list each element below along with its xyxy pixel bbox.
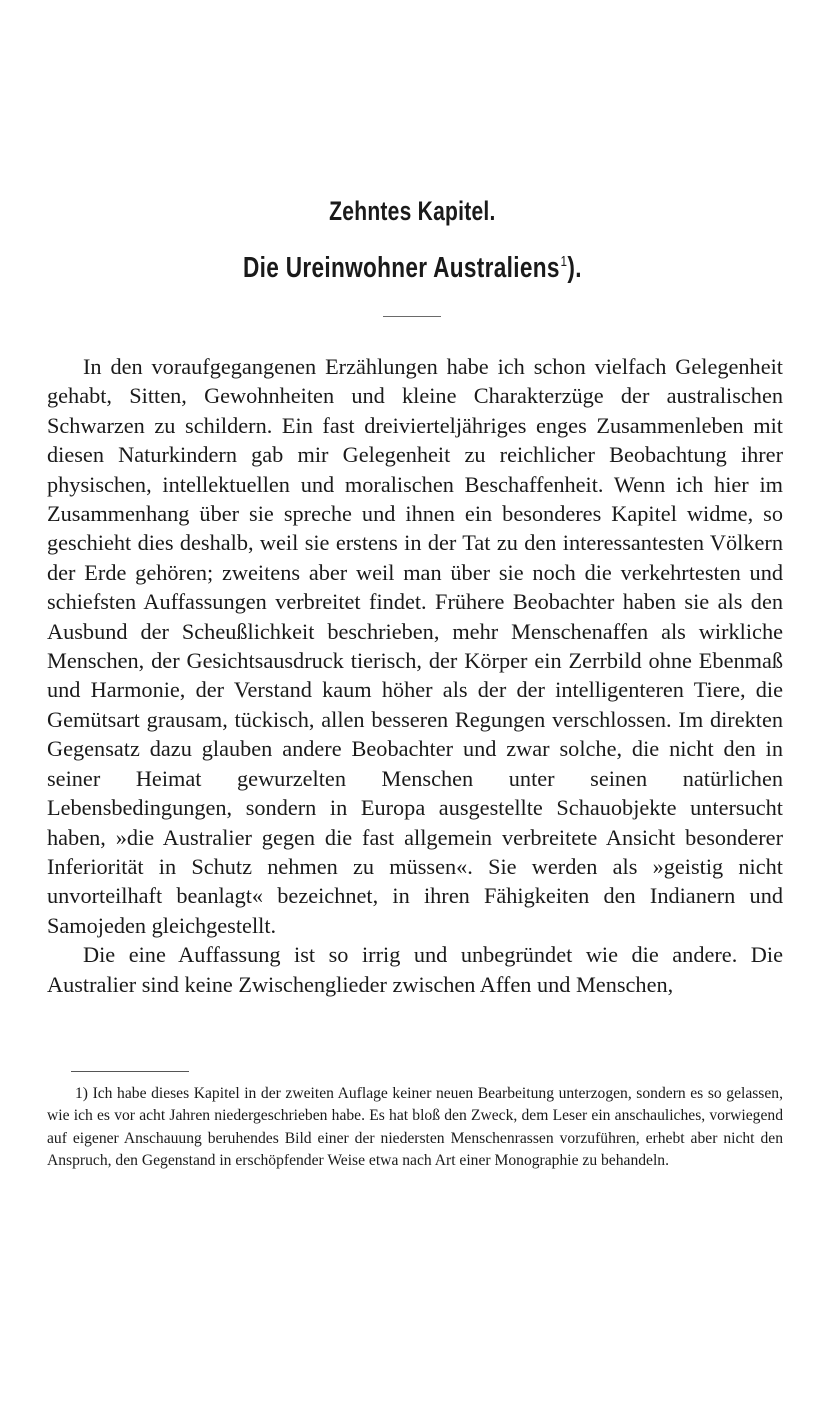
footnote-divider <box>71 1071 189 1072</box>
footnote-text: 1) Ich habe dieses Kapitel in der zweiten Auflage keiner neuen Bearbeitung unterzogen, sondern es so gelassen, wie ich es vor acht Jahren niedergeschrieben habe. Es hat bloß den Zweck, dem Leser ein anschauliches, vorwiegend auf eigener Anschauung beruhendes Bild einer der niedersten Menschenrassen vorzuführen, erhebt aber nicht den Anspruch, den Gegenstand in erschöpfender Weise etwa nach Art einer Monographie zu behandeln. <box>47 1085 783 1170</box>
chapter-title-suffix: ). <box>567 252 582 284</box>
chapter-number: Zehntes Kapitel. <box>329 196 496 226</box>
paragraph: Die eine Auffassung ist so irrig und unbegründet wie die andere. Die Australier sind keine Zwischenglieder zwischen Affen und Menschen, <box>47 942 783 997</box>
footnote <box>47 1083 783 1173</box>
title-divider <box>383 316 441 317</box>
body-text <box>47 352 783 999</box>
paragraph: In den voraufgegangenen Erzählungen habe ich schon vielfach Gelegenheit gehabt, Sitten, Gewohnheiten und kleine Charakterzüge der australischen Schwarzen zu schildern. Ein fast dreivierteljähriges enges Zusammenleben mit diesen Naturkindern gab mir Gelegenheit zu reichlicher Beobachtung ihrer physischen, intellektuellen und moralischen Beschaffenheit. Wenn ich hier im Zusammenhang über sie spreche und ihnen ein besonderes Kapitel widme, so geschieht dies deshalb, weil sie erstens in der Tat zu den interessantesten Völkern der Erde gehören; zweitens aber weil man über sie noch die verkehrtesten und schiefsten Auffassungen verbreitet findet. Frühere Beobachter haben sie als den Ausbund der Scheußlichkeit beschrieben, mehr Menschenaffen als wirkliche Menschen, der Gesichtsausdruck tierisch, der Körper ein Zerrbild ohne Ebenmaß und Harmonie, der Verstand kaum höher als der der intelligenteren Tiere, die Gemütsart grausam, tückisch, allen besseren Regungen verschlossen. Im direkten Gegensatz dazu glauben andere Beobachter und zwar solche, die nicht den in seiner Heimat gewurzelten Menschen unter seinen natürlichen Lebensbedingungen, sondern in Europa ausgestellte Schauobjekte untersucht haben, »die Australier gegen die fast allgemein verbreitete Ansicht besonderer Inferiorität in Schutz nehmen zu müssen«. Sie werden als »geistig nicht unvorteilhaft beanlagt« bezeichnet, in ihren Fähigkeiten den Indianern und Samojeden gleichgestellt. <box>47 354 783 938</box>
chapter-title-text: Die Ureinwohner Australiens <box>242 252 560 284</box>
chapter-title <box>91 252 735 285</box>
footnote-reference: 1 <box>560 253 568 270</box>
